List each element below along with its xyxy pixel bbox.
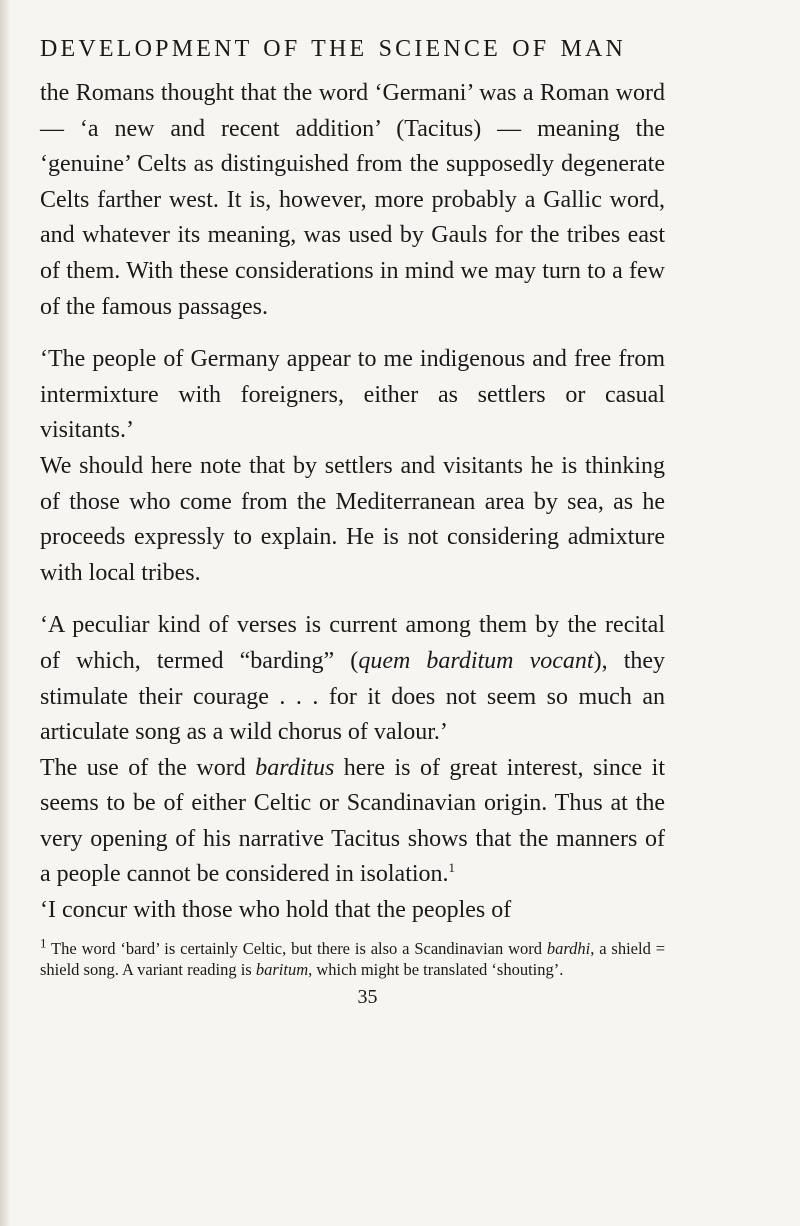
- footnote-text-c: , which might be translated ‘shouting’.: [308, 959, 564, 979]
- paragraph-5-text-a: The use of the word: [40, 754, 256, 781]
- footnote-text-b: , a shield = shield song. A variant reading is: [40, 938, 665, 979]
- paragraph-3: We should here note that by settlers and visitants he is thinking of those who come from the Mediterranean area by sea, as he proceeds expressly to explain. He is not considering admixture with local tribes.: [40, 452, 665, 586]
- paragraph-4-quote: [40, 608, 665, 750]
- paragraph-1: the Romans thought that the word ‘Germani’ was a Roman word — ‘a new and recent addition’ (Tacitus) — meaning the ‘genuine’ Celts as distinguished from the supposedly degenerate Celts farther west. It is, however, more probably a Gallic word, and whatever its meaning, was used by Gauls for the tribes east of them. With these considerations in mind we may turn to a few of the famous passages.: [40, 80, 665, 320]
- paragraph-2-quote: ‘The people of Germany appear to me indigenous and free from intermixture with foreigners, either as settlers or casual visitants.’: [40, 346, 665, 444]
- binding-edge: [0, 0, 10, 1226]
- paragraph-5-text-b: here is of great interest, since it seems to be of either Celtic or Scandinavian origin. Thus at the very opening of his narrative Tacitus shows that the manners of a people cannot be considered in isolation.: [40, 754, 665, 888]
- paragraph-5: [40, 751, 665, 893]
- footnote-mark: 1: [40, 935, 47, 951]
- running-head: DEVELOPMENT OF THE SCIENCE OF MAN: [40, 36, 627, 62]
- footnote-text-a: The word ‘bard’ is certainly Celtic, but there is also a Scandinavian word: [46, 938, 547, 958]
- paragraph-4-latin: quem barditum vocant: [358, 647, 594, 674]
- paragraph-4-text-b: ), they stimulate their courage . . . for it does not seem so much an articulate song as a wild chorus of valour.’: [40, 647, 666, 746]
- paragraph-5-term: barditus: [255, 754, 335, 781]
- paragraph-4-text-a: ‘A peculiar kind of verses is current among them by the recital of which, termed “barding” (: [40, 612, 665, 674]
- footnote-term-2: baritum: [255, 959, 309, 979]
- page-number: 35: [357, 985, 378, 1008]
- footnote-reference[interactable]: 1: [448, 860, 456, 876]
- paragraph-6: ‘I concur with those who hold that the peoples of: [40, 897, 512, 924]
- footnote: [40, 935, 665, 980]
- book-page: [40, 36, 665, 1009]
- footnote-term-1: bardhi: [546, 938, 591, 958]
